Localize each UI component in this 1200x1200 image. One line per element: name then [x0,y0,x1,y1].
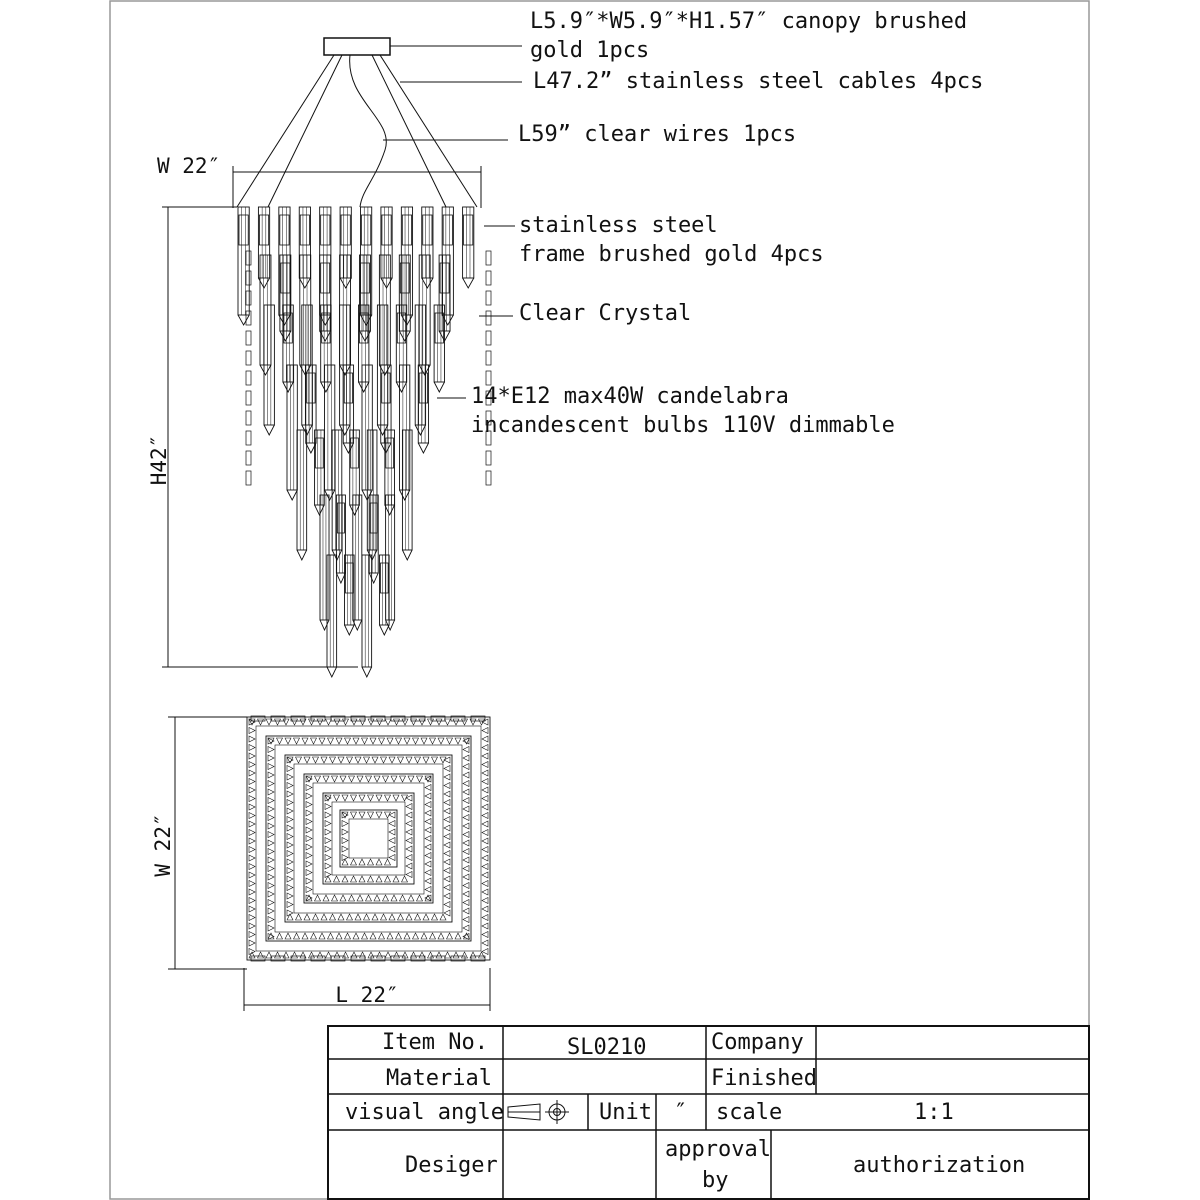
approval-label-line1: approval [665,1137,771,1162]
crystal-prism [327,555,337,667]
crystal-prism [442,207,453,315]
frame-bar [423,215,432,245]
finished-label: Finished [711,1066,817,1091]
frame-bar [321,215,330,245]
canopy-label-line1: L5.9″*W5.9″*H1.57″ canopy brushed [530,9,968,34]
top-ring [340,810,397,867]
frame-bar [440,263,449,293]
frame-bar [341,215,350,245]
crystal-label: Clear Crystal [519,301,692,326]
frame-label-line1: stainless steel [519,213,718,238]
crystal-prism [297,430,307,550]
wires-label: L59” clear wires 1pcs [518,122,797,147]
crystal-tier [238,207,474,325]
unit-value: ″ [674,1100,688,1125]
approval-label-line2: by [702,1168,729,1193]
crystal-prism [343,365,353,443]
cable-left-outer [237,55,334,207]
top-dimensions [151,717,490,1011]
frame-bar [321,263,330,293]
crystal-prism [396,305,406,382]
frame-bar [381,563,389,593]
front-elevation [237,38,477,677]
cable-right-outer [380,55,477,207]
item-no-label: Item No. [382,1030,488,1055]
crystal-prism [320,495,329,620]
crystal-prism [418,365,428,443]
bulbs-label-line2: incandescent bulbs 110V dimmable [471,413,895,438]
front-height-dimension: H42″ [147,434,171,486]
cable-left-inner [268,55,342,207]
item-no-value: SL0210 [567,1035,647,1060]
frame-bar [382,215,391,245]
frame-bar [316,438,324,468]
visual-angle-label: visual angle [345,1100,504,1125]
crystal-prism [325,365,335,490]
frame-bar [351,438,359,468]
bulbs-label-line1: 14*E12 max40W candelabra [471,384,789,409]
crystal-prism [381,365,391,443]
top-length-dimension: L 22″ [335,983,399,1007]
crystal-prism [419,255,430,365]
sheet-border [110,1,1089,1199]
frame-label-line2: frame brushed gold 4pcs [519,242,824,267]
frame-bar [239,215,248,245]
authorization-label: authorization [853,1153,1026,1178]
top-width-dimension: W 22″ [151,813,175,877]
front-width-dimension: W 22″ [157,154,221,178]
scale-label: scale [716,1100,783,1125]
crystal-prism [422,207,433,278]
crystal-prism [340,207,351,278]
cable-right-inner [372,55,446,207]
front-dimensions [147,154,481,667]
top-ring [266,736,471,941]
crystal-prism [238,207,249,315]
crystal-prism [380,555,390,625]
crystal-prism [350,430,360,505]
crystal-prism [283,305,293,382]
frame-bar [307,373,315,403]
crystal-prism [463,207,474,278]
crystal-prism [359,305,369,382]
frame-bar [346,563,354,593]
frame-bar [281,263,290,293]
frame-bar [344,373,352,403]
canopy [324,38,390,55]
material-label: Material [386,1066,492,1091]
company-label: Company [711,1030,804,1055]
crystal-prism [340,255,351,365]
crystal-prism [320,207,331,315]
canopy-label-line2: gold 1pcs [530,38,650,63]
frame-bar [419,373,427,403]
frame-bar [300,215,309,245]
crystal-prism [279,207,290,315]
frame-bar [259,215,268,245]
crystal-body [238,207,474,677]
top-ring [323,793,414,884]
frame-bar [464,215,473,245]
crystal-prism [385,430,395,505]
frame-bar [402,215,411,245]
title-block [328,1026,1089,1199]
frame-bar [397,313,405,343]
crystal-tier [320,495,395,630]
crystal-prism [400,365,410,490]
first-angle-projection-icon [508,1100,569,1124]
frame-bar [386,438,394,468]
annotations [471,9,983,438]
designer-label: Desiger [405,1153,498,1178]
crystal-tier [327,555,389,677]
crystal-prism [299,207,310,278]
frame-bar [443,215,452,245]
unit-label: Unit [599,1100,652,1125]
frame-bar [362,215,371,245]
frame-bar [322,313,330,343]
cables-label: L47.2” stainless steel cables 4pcs [533,69,984,94]
clear-wire [350,55,387,207]
frame-bar [280,215,289,245]
frame-bar [382,373,390,403]
crystal-prism [362,555,372,667]
scale-value: 1:1 [914,1100,954,1125]
